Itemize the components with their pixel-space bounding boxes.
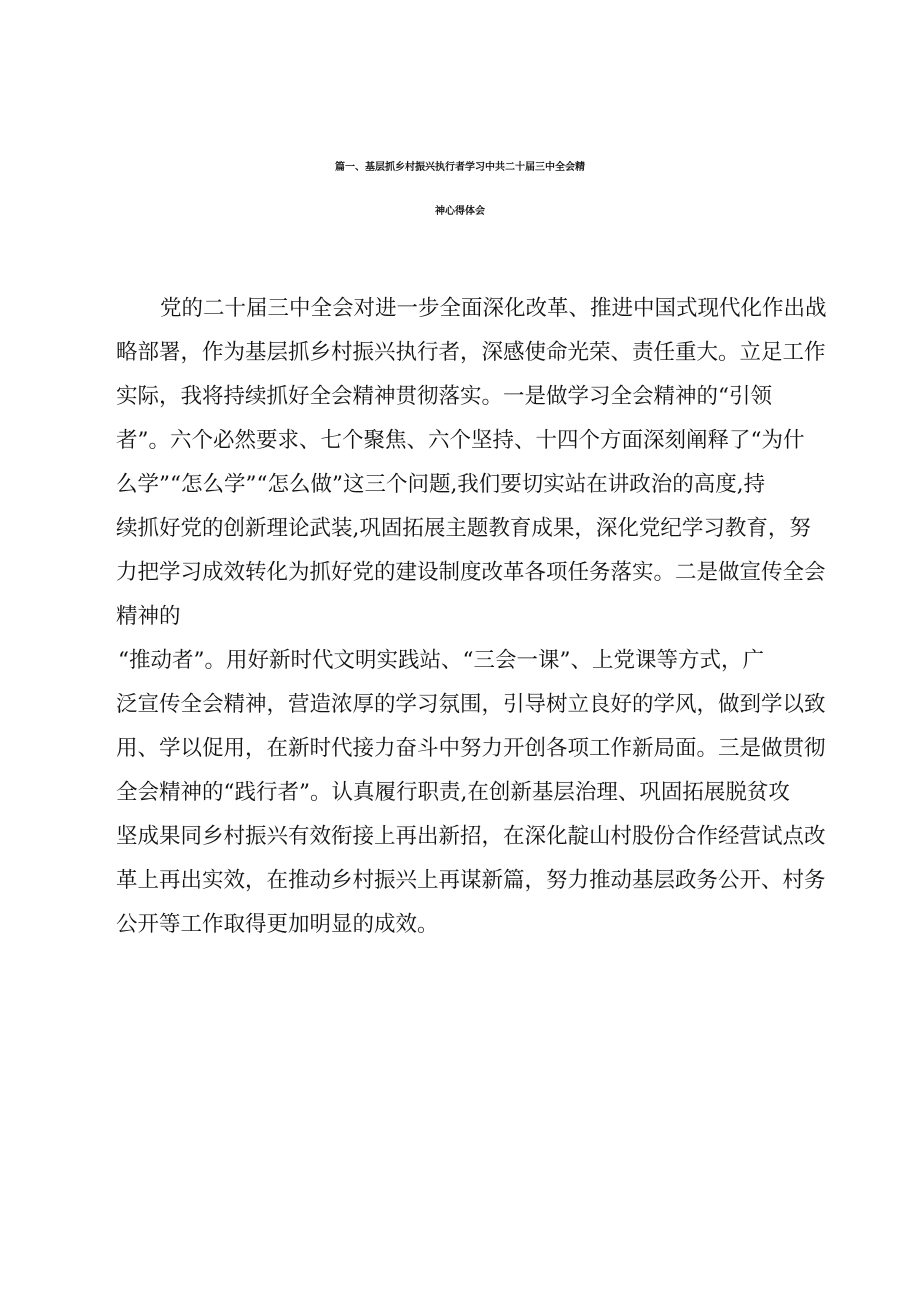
body-line: 坚成果同乡村振兴有效衔接上再出新招，在深化靛山村股份合作经营试点改 xyxy=(116,824,826,849)
body-line: 力把学习成效转化为抓好党的建设制度改革各项任务落实。二是做宣传全会 xyxy=(116,560,826,585)
body-line: 用、学以促用，在新时代接力奋斗中努力开创各项工作新局面。三是做贯彻 xyxy=(116,736,826,761)
body-line: 续抓好党的创新理论武装,巩固拓展主题教育成果，深化党纪学习教育，努 xyxy=(116,516,811,541)
body-line: 略部署，作为基层抓乡村振兴执行者，深感使命光荣、责任重大。立足工作 xyxy=(116,340,826,365)
document-title-line-1: 篇一、基层抓乡村振兴执行者学习中共二十届三中全会精 xyxy=(335,162,585,173)
body-line: 公开等工作取得更加明显的成效。 xyxy=(116,912,439,937)
body-line: “推动者”。用好新时代文明实践站、“三会一课”、上党课等方式，广 xyxy=(118,648,764,673)
body-line: 精神的 xyxy=(116,604,181,629)
body-line: 么学”“怎么学”“怎么做”这三个问题,我们要切实站在讲政治的高度,持 xyxy=(116,472,766,497)
document-title-line-2: 神心得体会 xyxy=(435,206,485,217)
body-line: 党的二十届三中全会对进一步全面深化改革、推进中国式现代化作出战 xyxy=(160,296,827,321)
body-line: 者”。六个必然要求、七个聚焦、六个坚持、十四个方面深刻阐释了“为什 xyxy=(116,428,805,453)
body-line: 全会精神的“践行者”。认真履行职责,在创新基层治理、巩固拓展脱贫攻 xyxy=(116,780,790,805)
body-line: 实际，我将持续抓好全会精神贯彻落实。一是做学习全会精神的“引领 xyxy=(116,384,772,409)
body-line: 泛宣传全会精神，营造浓厚的学习氛围，引导树立良好的学风，做到学以致 xyxy=(116,692,826,717)
body-line: 革上再出实效，在推动乡村振兴上再谋新篇，努力推动基层政务公开、村务 xyxy=(116,868,826,893)
